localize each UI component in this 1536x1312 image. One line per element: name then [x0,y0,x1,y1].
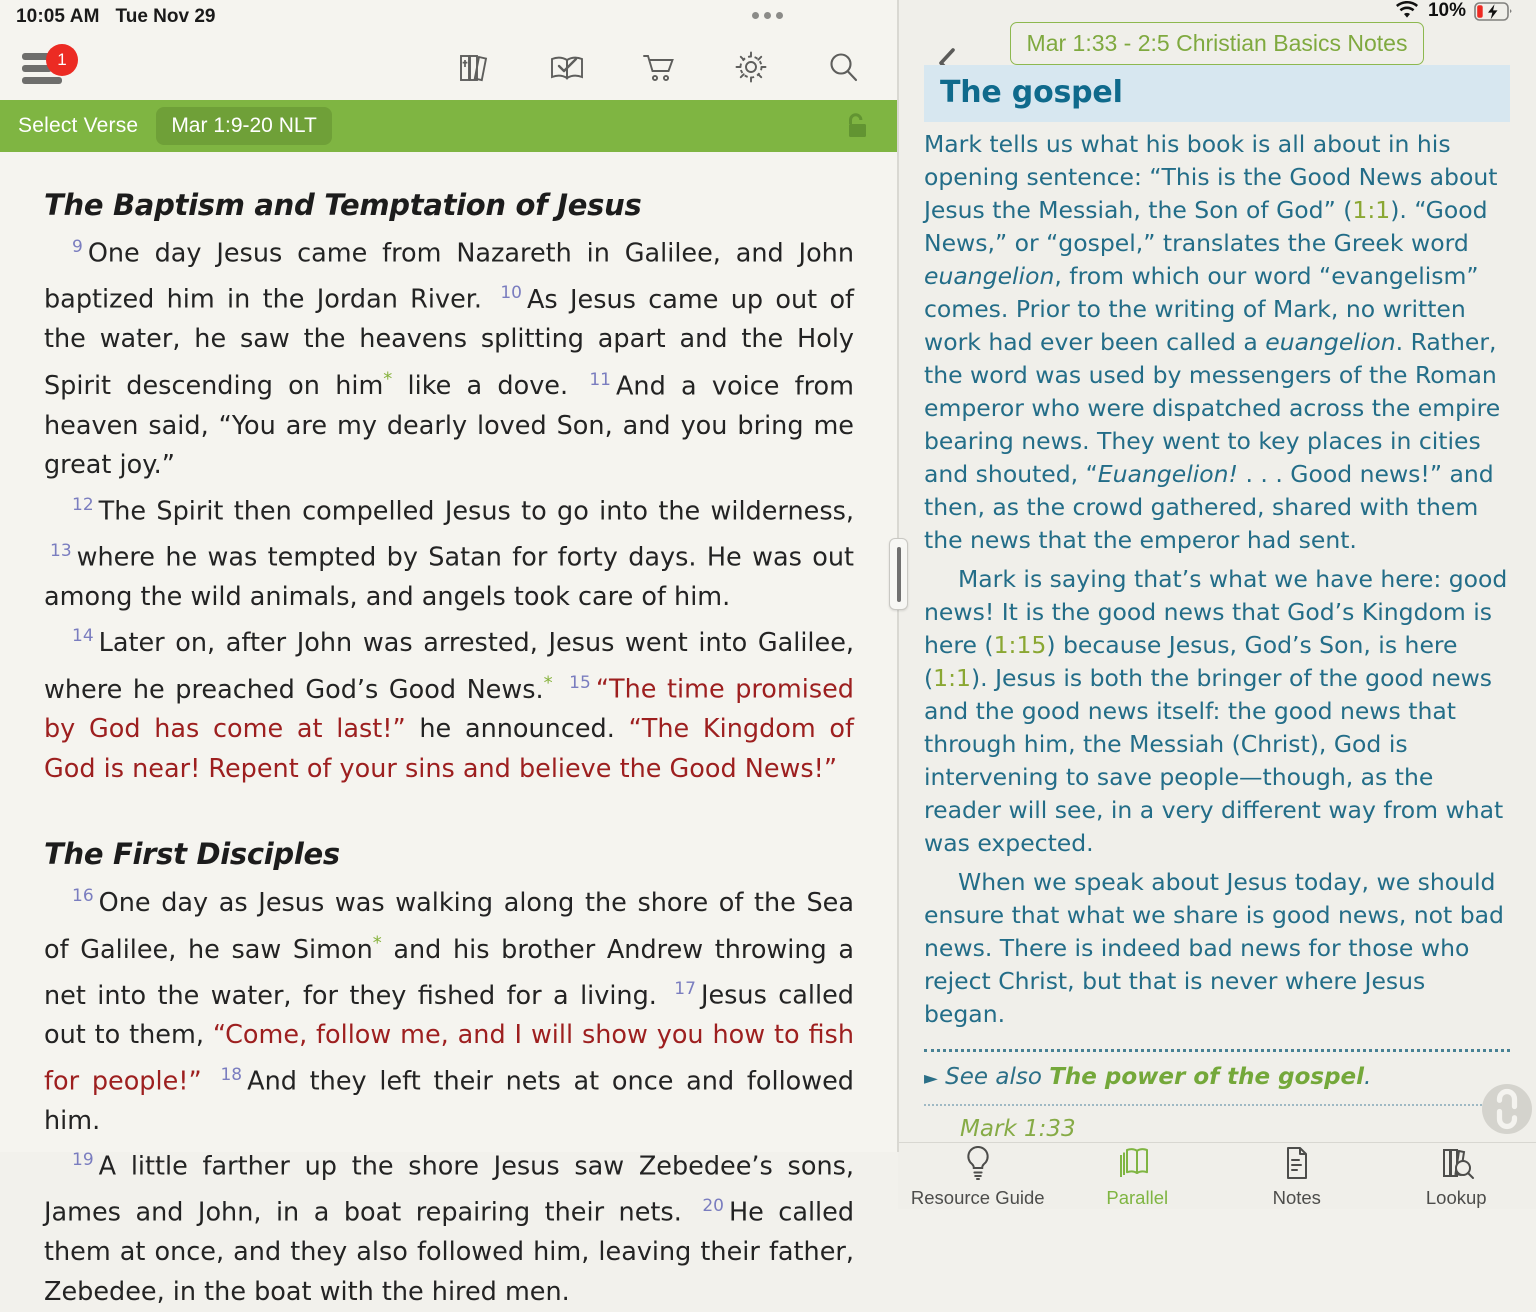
scripture-reference-link[interactable]: 1:1 [933,664,971,692]
scripture-reference-link[interactable]: 1:15 [994,631,1047,659]
verse-number[interactable]: 20 [696,1196,729,1216]
select-verse-label: Select Verse [18,114,138,138]
note-italic-term: euangelion [924,262,1054,290]
verse-number[interactable]: 14 [66,626,99,646]
scripture-reference-link[interactable]: 1:1 [1352,196,1390,224]
library-icon[interactable] [455,47,495,87]
verse-number[interactable]: 17 [668,979,701,999]
footnote-marker[interactable]: * [373,932,382,953]
verse-text: As Jesus came up out of the water, he saw the heavens splitting apart and the Holy Spirit descending on him* like a dove. [44,285,854,402]
verse-text: And they left their nets at once and followed him. [44,1066,854,1136]
verse-number[interactable]: 18 [214,1065,247,1085]
verse-text: he announced. [419,714,614,744]
bible-text [0,152,898,1312]
tab-label: Resource Guide [911,1187,1045,1209]
note-text: Mark is saying that’s what we have here: good news! It is the good news that God’s Kingdom is here ( [924,565,1507,659]
verse-number[interactable]: 13 [44,541,77,561]
see-also-prefix: See also [945,1064,1049,1090]
see-also-line[interactable] [924,1064,1510,1090]
see-also-suffix: . [1364,1064,1371,1090]
verse-text: Jesus called out to them, [44,981,854,1051]
hamburger-menu-icon[interactable] [22,48,74,88]
verse-number[interactable]: 9 [66,237,88,257]
select-verse-bar[interactable] [0,100,898,152]
note-title: The gospel [924,65,1510,122]
note-text: . Rather, the word was used by messengers of the Roman emperor who were dispatched across the empire bearing news. They went to key places in cities and shouted, “ [924,328,1500,488]
note-text: Mark tells us what his book is all about in his opening sentence: “This is the Good News about Jesus the Messiah, the Son of God” ( [924,130,1497,224]
battery-charging-icon [1474,1,1514,22]
bible-paragraph[interactable] [44,617,854,789]
settings-gear-icon[interactable] [731,47,771,87]
verse-number[interactable]: 16 [66,886,99,906]
status-bar-time: 10:05 AM [16,6,100,28]
pane-resize-handle[interactable] [889,538,908,610]
note-source-reference[interactable]: Mark 1:33 [960,1116,1510,1142]
note-text: ). Jesus is both the bringer of the good news and the good news itself: the good news that through him, the Messiah (Christ), God is intervening to save people—though, as the reader will see, in a very different way from what was expected. [924,664,1503,857]
bible-paragraph[interactable] [44,486,854,618]
chain-link-icon[interactable] [1482,1084,1532,1134]
footnote-marker[interactable]: * [544,672,553,693]
tab-resource-guide[interactable] [898,1143,1058,1209]
tab-parallel[interactable] [1058,1143,1218,1209]
bible-paragraph[interactable] [44,1141,854,1312]
verse-text: One day Jesus came from Nazareth in Galilee, and John baptized him in the Jordan River. [44,239,854,315]
wifi-icon [1394,1,1420,21]
document-icon [1275,1143,1319,1183]
footnote-marker[interactable]: * [383,369,392,390]
note-divider [924,1049,1510,1052]
lightbulb-icon [956,1143,1000,1183]
reading-plan-icon[interactable] [547,47,587,87]
book-search-icon [1434,1143,1478,1183]
verse-text: One day as Jesus was walking along the shore of the Sea of Galilee, he saw Simon* and his brother Andrew throwing a net into the water, for they fished for a living. [44,888,854,1011]
verse-text-red-letter: “The Kingdom of God is near! Repent of your sins and believe the Good News!” [44,714,854,784]
tab-label: Notes [1273,1187,1321,1209]
verse-text: A little farther up the shore Jesus saw Zebedee’s sons, James and John, in a boat repairing their nets. [44,1152,854,1228]
cart-icon[interactable] [639,47,679,87]
verse-text: Later on, after John was arrested, Jesus went into Galilee, where he preached God’s Good News.* [44,628,854,705]
verse-number[interactable]: 15 [563,673,596,693]
verse-text-red-letter: “The time promised by God has come at last!” [44,675,854,745]
note-paragraph [924,128,1510,557]
note-text: ) because Jesus, God’s Son, is here ( [924,631,1458,692]
note-text: . . . Good news!” and then, as the crowd gathered, shared with them the news that the emperor had sent. [924,460,1494,554]
status-bar-left [0,0,898,34]
bible-section-heading: The First Disciples [44,837,854,871]
verse-reference-chip[interactable]: Mar 1:9-20 NLT [156,107,332,145]
note-paragraph [924,563,1510,860]
unlocked-padlock-icon[interactable] [840,109,874,143]
note-italic-term: Euangelion! [1098,460,1238,488]
tab-lookup[interactable] [1377,1143,1536,1209]
triangle-right-icon: ► [924,1068,938,1089]
status-bar-right [898,0,1536,22]
note-text: , from which our word “evangelism” comes. Prior to the writing of Mark, no written work had ever been called a [924,262,1479,356]
bible-toolbar [0,34,898,100]
verse-number[interactable]: 12 [66,495,99,515]
menu-badge-count: 1 [46,44,78,76]
verse-number[interactable]: 19 [66,1150,99,1170]
bottom-tab-bar [898,1142,1536,1209]
verse-text: He called them at once, and they also followed him, leaving their father, Zebedee, in the boat with the hired men. [44,1198,854,1307]
see-also-link[interactable]: The power of the gospel [1049,1064,1364,1090]
bible-section-heading: The Baptism and Temptation of Jesus [44,188,854,222]
status-bar-date: Tue Nov 29 [116,6,216,28]
verse-text: The Spirit then compelled Jesus to go into the wilderness, [99,496,854,526]
note-source-divider [924,1104,1510,1106]
battery-percent: 10% [1428,0,1466,22]
parallel-book-icon [1115,1143,1159,1183]
verse-number[interactable]: 10 [494,283,527,303]
bible-paragraph[interactable] [44,228,854,486]
note-text: ). “Good News,” or “gospel,” translates the Greek word [924,196,1488,257]
note-paragraph: When we speak about Jesus today, we should ensure that what we share is good news, not bad news. There is indeed bad news for those who reject Christ, but that is never where Jesus began. [924,866,1510,1031]
bible-paragraph[interactable] [44,877,854,1141]
verse-text: where he was tempted by Satan for forty days. He was out among the wild animals, and angels took care of him. [44,542,854,612]
verse-number[interactable]: 11 [583,370,616,390]
notes-pane [898,0,1536,1152]
verse-text-red-letter: “Come, follow me, and I will show you how to fish for people!” [44,1020,854,1096]
note-italic-term: euangelion [1265,328,1395,356]
tab-label: Parallel [1106,1187,1168,1209]
verse-text: And a voice from heaven said, “You are my dearly loved Son, and you bring me great joy.” [44,371,854,480]
breadcrumb[interactable]: Mar 1:33 - 2:5 Christian Basics Notes [1010,22,1425,65]
ellipsis-icon[interactable] [752,12,783,19]
notes-content [898,65,1536,1142]
tab-notes[interactable] [1217,1143,1377,1209]
notes-nav-header [898,22,1536,65]
search-icon[interactable] [823,47,863,87]
tab-label: Lookup [1426,1187,1487,1209]
